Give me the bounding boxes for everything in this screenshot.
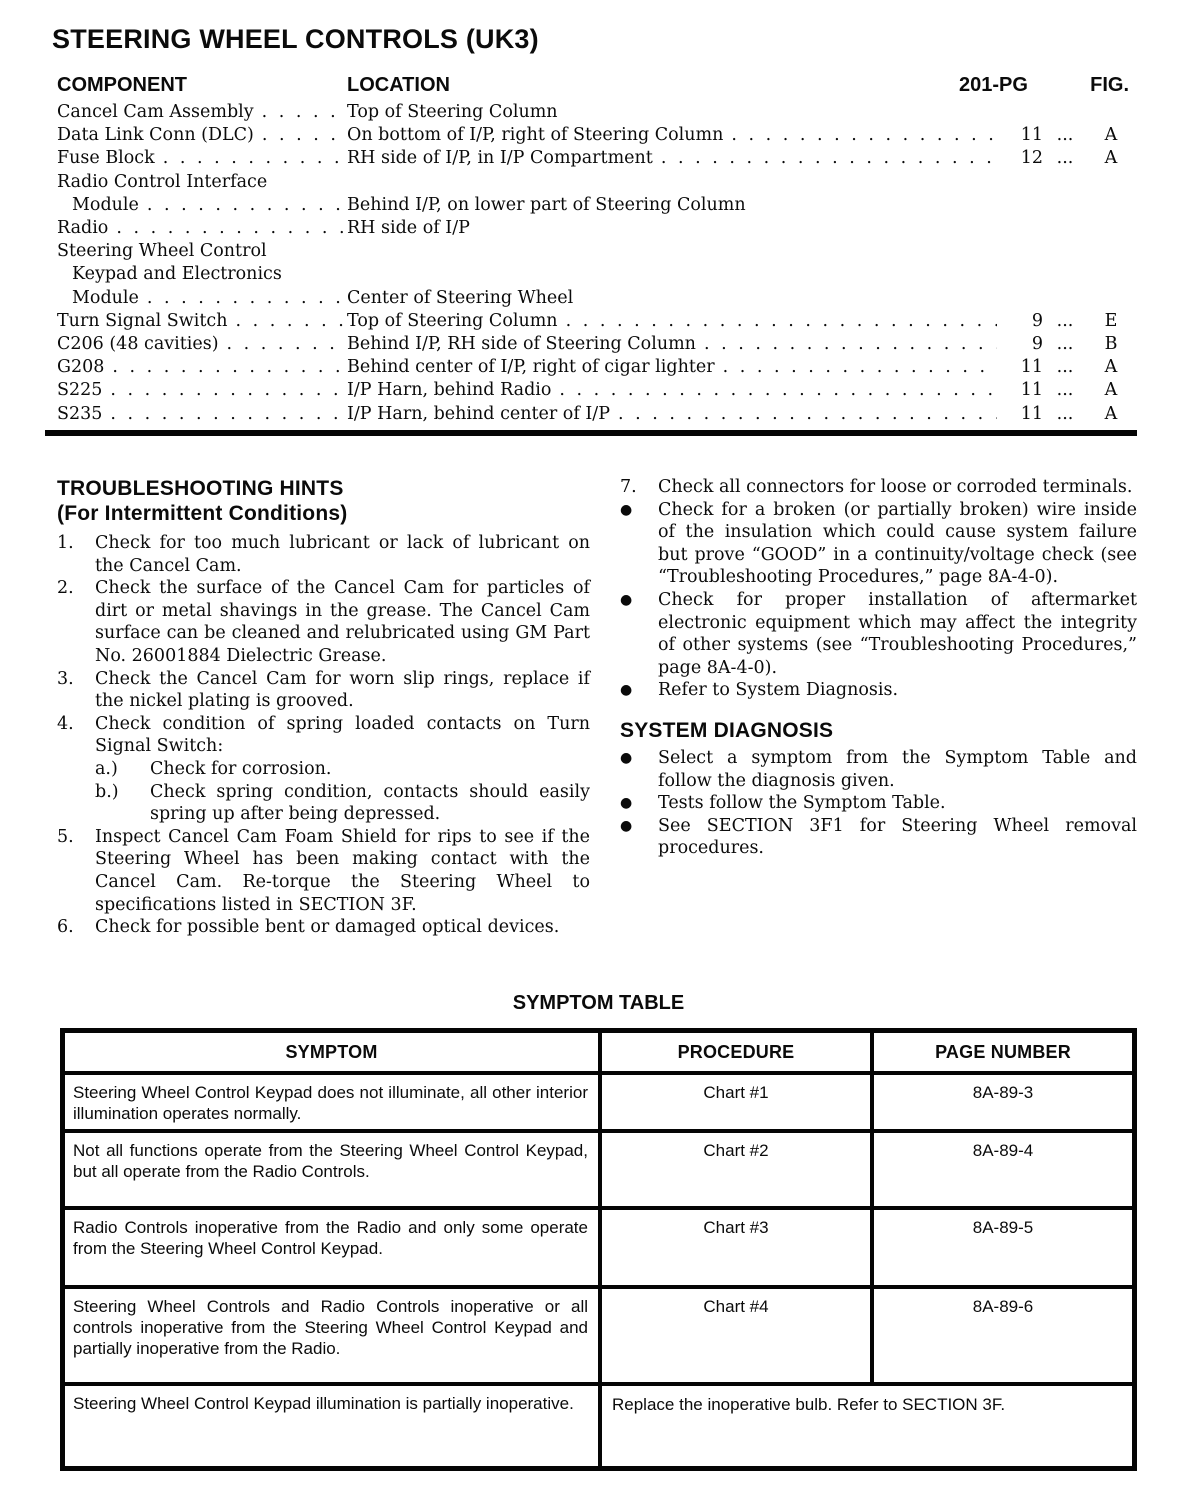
header-component: COMPONENT [57, 74, 187, 96]
component-location: On bottom of I/P, right of Steering Column [347, 125, 724, 146]
header-location: LOCATION [347, 74, 450, 96]
component-name: Keypad and Electronics [72, 264, 282, 285]
component-name: Data Link Conn (DLC) [57, 125, 254, 146]
procedure-cell: Chart #3 [602, 1210, 874, 1289]
component-name: Radio [57, 218, 109, 239]
table-row [57, 356, 1135, 379]
dot-leader [558, 310, 997, 333]
symptom-cell: Steering Wheel Control Keypad does not illuminate, all other interior illumination operates normally. [65, 1075, 602, 1133]
component-name: S235 [57, 403, 103, 424]
dot-leader [139, 287, 347, 310]
item-marker: a.) [95, 758, 118, 779]
bullet-icon: ● [620, 749, 633, 766]
troubleshooting-heading: TROUBLESHOOTING HINTS [57, 477, 344, 500]
item-marker: 5. [57, 826, 74, 847]
dot-leader: ... [1056, 148, 1074, 169]
component-location: RH side of I/P, in I/P Compartment [347, 148, 653, 169]
table-row [57, 217, 1135, 240]
item-marker: 2. [57, 578, 74, 599]
dot-leader [696, 333, 997, 356]
item-text: Check condition of spring loaded contacts on Turn Signal Switch: [95, 713, 590, 757]
table-row [57, 147, 1135, 170]
list-item [620, 792, 1137, 815]
dot-leader [219, 333, 347, 356]
item-text: Inspect Cancel Cam Foam Shield for rips to see if the Steering Wheel has been making contact with the Cancel Cam. Re-torque the Steering Wheel to specifications listed in SECTION 3F. [95, 826, 590, 915]
component-location: Behind I/P, on lower part of Steering Column [347, 194, 746, 215]
bullet-icon: ● [620, 501, 633, 518]
component-name: C206 (48 cavities) [57, 334, 219, 355]
component-location-table [57, 74, 1135, 426]
page-number-cell: 8A-89-4 [874, 1133, 1132, 1210]
item-text: See SECTION 3F1 for Steering Wheel removal procedures. [658, 815, 1137, 859]
item-text: Check for a broken (or partially broken) wire inside of the insulation which could cause system failure but prove “GOOD” in a continuity/voltage check (see “Troubleshooting Procedures,” page 8A-4-0). [658, 499, 1137, 588]
table-row [57, 403, 1135, 426]
table-row [57, 333, 1135, 356]
dot-leader [551, 379, 997, 402]
item-text: Check the surface of the Cancel Cam for particles of dirt or metal shavings in the grease. The Cancel Cam surface can be cleaned and relubricated using GM Part No. 26001884 Dielectric Grease. [95, 578, 590, 666]
table-row [57, 287, 1135, 310]
page-number-column-header: PAGE NUMBER [874, 1033, 1132, 1075]
dot-leader [139, 194, 347, 217]
procedure-cell: Chart #4 [602, 1289, 874, 1386]
item-text: Check all connectors for loose or corroded terminals. [658, 477, 1133, 497]
header-fig: FIG. [1090, 74, 1129, 96]
header-page: 201-PG [959, 74, 1028, 96]
symptom-table [60, 1028, 1137, 1471]
item-text: Check for possible bent or damaged optical devices. [95, 917, 560, 938]
symptom-column-header: SYMPTOM [65, 1033, 602, 1075]
troubleshooting-right-column [620, 476, 1137, 939]
list-item [57, 713, 590, 758]
component-name: Fuse Block [57, 148, 155, 169]
component-page: 11 [1020, 380, 1043, 401]
component-fig: E [1104, 310, 1118, 331]
list-subitem [95, 781, 590, 826]
component-name: Turn Signal Switch [57, 310, 228, 331]
bullet-icon: ● [620, 591, 633, 608]
component-fig: A [1104, 125, 1118, 146]
table-row [57, 124, 1135, 147]
item-marker: 1. [57, 533, 74, 553]
component-name: Steering Wheel Control [57, 241, 267, 262]
item-text: Check for proper installation of aftermarket electronic equipment which may affect the integrity of other systems (see “Troubleshooting Procedures,” page 8A-4-0). [658, 589, 1137, 678]
troubleshooting-subheading: (For Intermittent Conditions) [57, 502, 348, 525]
component-location: Center of Steering Wheel [347, 287, 574, 308]
dot-leader [108, 217, 347, 240]
item-text: Check the Cancel Cam for worn slip rings, replace if the nickel plating is grooved. [95, 668, 590, 712]
component-fig: A [1104, 380, 1118, 401]
list-item [57, 577, 590, 667]
component-page: 11 [1020, 125, 1043, 146]
list-item [620, 815, 1137, 860]
dot-leader: ... [1056, 357, 1074, 378]
component-page: 9 [1031, 310, 1043, 331]
bullet-icon: ● [620, 817, 633, 834]
bullet-icon: ● [620, 795, 633, 812]
list-item [57, 826, 590, 916]
item-text: Check for corrosion. [150, 758, 332, 779]
procedure-cell-full: Replace the inoperative bulb. Refer to SECTION 3F. [612, 1395, 1006, 1414]
symptom-cell: Radio Controls inoperative from the Radio and only some operate from the Steering Wheel Control Keypad. [65, 1210, 602, 1289]
table-row [57, 240, 1135, 263]
dot-leader [610, 403, 997, 426]
list-subitem [95, 758, 590, 781]
component-location: Top of Steering Column [347, 310, 558, 331]
symptom-cell: Steering Wheel Control Keypad illumination is partially inoperative. [65, 1386, 602, 1466]
component-table-header [57, 74, 1135, 97]
component-fig: A [1104, 403, 1118, 424]
procedure-column-header: PROCEDURE [602, 1033, 874, 1075]
component-page: 11 [1020, 403, 1043, 424]
dot-leader [104, 356, 347, 379]
dot-leader [254, 101, 347, 124]
dot-leader [102, 403, 347, 426]
dot-leader [102, 379, 347, 402]
item-marker: 6. [57, 917, 74, 938]
troubleshooting-section [57, 476, 1137, 939]
component-location: RH side of I/P [347, 218, 470, 239]
dot-leader [723, 124, 997, 147]
item-text: Refer to System Diagnosis. [658, 680, 899, 701]
list-item [57, 668, 590, 713]
item-text: Select a symptom from the Symptom Table and follow the diagnosis given. [658, 747, 1137, 791]
component-name: S225 [57, 380, 103, 401]
item-marker: 4. [57, 713, 74, 734]
component-location: I/P Harn, behind center of I/P [347, 403, 610, 424]
dot-leader [254, 124, 347, 147]
page-number-cell: 8A-89-6 [874, 1289, 1132, 1386]
table-row [57, 101, 1135, 124]
component-fig: A [1104, 148, 1118, 169]
symptom-table-title: SYMPTOM TABLE [512, 992, 685, 1014]
component-page: 9 [1031, 334, 1043, 355]
list-item [620, 747, 1137, 792]
bullet-icon: ● [620, 682, 633, 699]
item-marker: 7. [620, 477, 637, 497]
page-number-cell: 8A-89-5 [874, 1210, 1132, 1289]
procedure-cell: Chart #1 [602, 1075, 874, 1133]
list-item [620, 589, 1137, 679]
dot-leader: ... [1056, 125, 1074, 146]
dot-leader: ... [1056, 380, 1074, 401]
list-item [57, 916, 590, 939]
component-name: Radio Control Interface [57, 171, 268, 192]
dot-leader [653, 147, 997, 170]
list-item [57, 532, 590, 577]
list-item [620, 499, 1137, 589]
component-location: Top of Steering Column [347, 102, 558, 122]
component-name: Cancel Cam Assembly [57, 102, 254, 122]
procedure-cell: Chart #2 [602, 1133, 874, 1210]
item-text: Tests follow the Symptom Table. [658, 793, 946, 814]
symptom-cell: Not all functions operate from the Steering Wheel Control Keypad, but all operate from the Radio Controls. [65, 1133, 602, 1210]
dot-leader: ... [1056, 310, 1074, 331]
component-page: 12 [1020, 148, 1043, 169]
dot-leader: ... [1056, 334, 1074, 355]
component-name: Module [72, 194, 139, 215]
page-title: STEERING WHEEL CONTROLS (UK3) [52, 24, 539, 54]
table-row [57, 194, 1135, 217]
component-location: Behind I/P, RH side of Steering Column [347, 334, 696, 355]
troubleshooting-left-column [57, 476, 590, 939]
system-diagnosis-heading: SYSTEM DIAGNOSIS [620, 718, 834, 742]
item-text: Check spring condition, contacts should easily spring up after being depressed. [150, 781, 590, 825]
table-row [57, 379, 1135, 402]
page-number-cell: 8A-89-3 [874, 1075, 1132, 1133]
item-text: Check for too much lubricant or lack of lubricant on the Cancel Cam. [95, 533, 590, 576]
component-name: G208 [57, 357, 105, 378]
dot-leader [227, 310, 347, 333]
table-row [57, 263, 1135, 286]
dot-leader [155, 147, 347, 170]
table-row [57, 310, 1135, 333]
symptom-cell: Steering Wheel Controls and Radio Controls inoperative or all controls inoperative from the Steering Wheel Control Keypad and partially inoperative from the Radio. [65, 1289, 602, 1386]
component-fig: A [1104, 357, 1118, 378]
item-marker: b.) [95, 781, 119, 802]
section-divider [45, 430, 1137, 436]
component-name: Module [72, 287, 139, 308]
list-item [620, 679, 1137, 702]
dot-leader [715, 356, 997, 379]
component-page: 11 [1020, 357, 1043, 378]
component-location: Behind center of I/P, right of cigar lighter [347, 357, 715, 378]
component-fig: B [1104, 334, 1118, 355]
table-row [57, 171, 1135, 194]
item-marker: 3. [57, 668, 74, 689]
component-location: I/P Harn, behind Radio [347, 380, 552, 401]
dot-leader: ... [1056, 403, 1074, 424]
list-item [620, 476, 1137, 499]
